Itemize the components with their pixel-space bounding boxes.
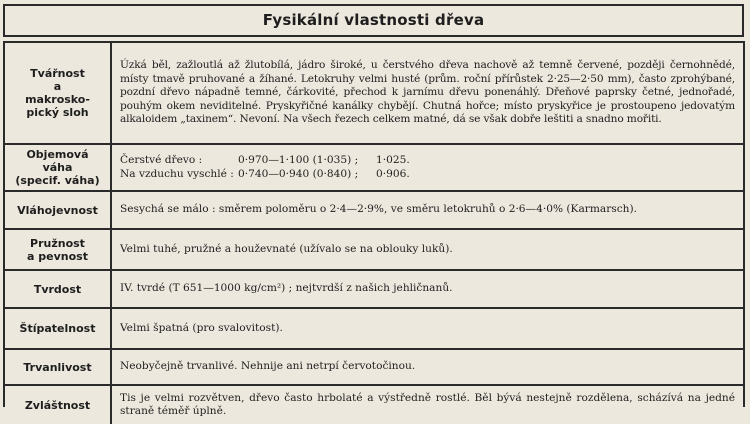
row-content-cell [120,43,735,143]
row-content-cell [120,192,735,228]
table-row-cleavability [5,307,743,348]
row-label-density: Objemová váha (specif. váha) [15,148,100,187]
table-row-shrinkage [5,190,743,228]
density-line-fresh [120,154,410,167]
row-label-cell [5,386,112,424]
row-label-elasticity: Pružnost a pevnost [27,236,88,263]
row-label-cell [5,192,112,228]
row-content-hardness: IV. tvrdé (T 651—1000 kg/cm²) ; nejtvrdší z našich jehličnanů. [120,282,453,295]
row-label-cell [5,271,112,307]
table-row-appearance [5,41,743,143]
row-content-cell [120,386,735,424]
table-row-elasticity [5,228,743,269]
row-content-cell [120,309,735,348]
table-row-density [5,143,743,190]
row-content-cell [120,350,735,384]
row-content-shrinkage: Sesychá se málo : směrem poloměru o 2·4—2·9%, ve směru letokruhů o 2·6—4·0% (Karmarsch). [120,203,637,216]
row-label-appearance: Tvářnost a makrosko- pický sloh [25,67,90,119]
row-content-cell [120,271,735,307]
row-label-cell [5,350,112,384]
table-row-hardness [5,269,743,307]
density-range: 0·970—1·100 (1·035) ; [238,154,359,167]
row-label-peculiarity: Zvláštnost [24,398,91,412]
row-content-elasticity: Velmi tuhé, pružné a houževnaté (užívalo se na oblouky luků). [120,242,453,255]
row-label-cell [5,145,112,190]
row-content-cell [120,145,735,190]
row-label-cleavability: Štípatelnost [19,322,96,335]
density-condition: Čerstvé dřevo : [120,154,203,167]
row-label-shrinkage: Vláhojevnost [17,203,98,217]
properties-table [3,41,745,417]
row-content-cell [120,230,735,269]
row-label-hardness: Tvrdost [33,282,82,296]
title-box [3,4,744,37]
row-label-durability: Trvanlivost [23,360,92,374]
row-content-durability: Neobyčejně trvanlivé. Nehnije ani netrpí červotočinou. [120,360,416,373]
document-title: Fysikální vlastnosti dřeva [262,11,485,29]
row-content-appearance: Úzká běl, zažloutlá až žlutobílá, jádro široké, u čerstvého dřeva nachově až temně červené, později černohnědé, místy tmavě pruhované a žíhané. Letokruhy velmi husté (prům. roční přírůstek 2·25—2·50 mm), často zprohýbané, pozdní dřevo nápadně temné, čárkovité, přechod k jarnímu dřevu ponenáhlý. Dřeňové paprsky četné, jednořadé, pouhým okem neviditelné. Pryskyřičné kanálky chybějí. Chutná hořce; místo pryskyřice je prostoupeno jedovatým alkaloidem „taxinem“. Nevoní. Na všech řezech celkem matné, dá se však dobře leštiti a snadno mořiti. [120,59,735,126]
row-content-cleavability: Velmi špatná (pro svalovitost). [120,321,283,334]
table-row-peculiarity [5,384,743,424]
row-label-cell [5,230,112,269]
density-measurements [120,154,410,181]
row-content-peculiarity: Tis je velmi rozvětven, dřevo často hrbolaté a výstředně rostlé. Běl bývá nestejně rozdělena, scházívá na jedné straně téměř úplně. [120,391,735,417]
density-range: 0·740—0·940 (0·840) ; [238,167,359,180]
density-value: 1·025. [376,154,410,167]
table-row-durability [5,348,743,384]
density-condition: Na vzduchu vyschlé : [120,167,234,180]
row-label-cell [5,43,112,143]
row-label-cell [5,309,112,348]
density-line-dry [120,168,410,181]
density-value: 0·906. [376,167,410,180]
